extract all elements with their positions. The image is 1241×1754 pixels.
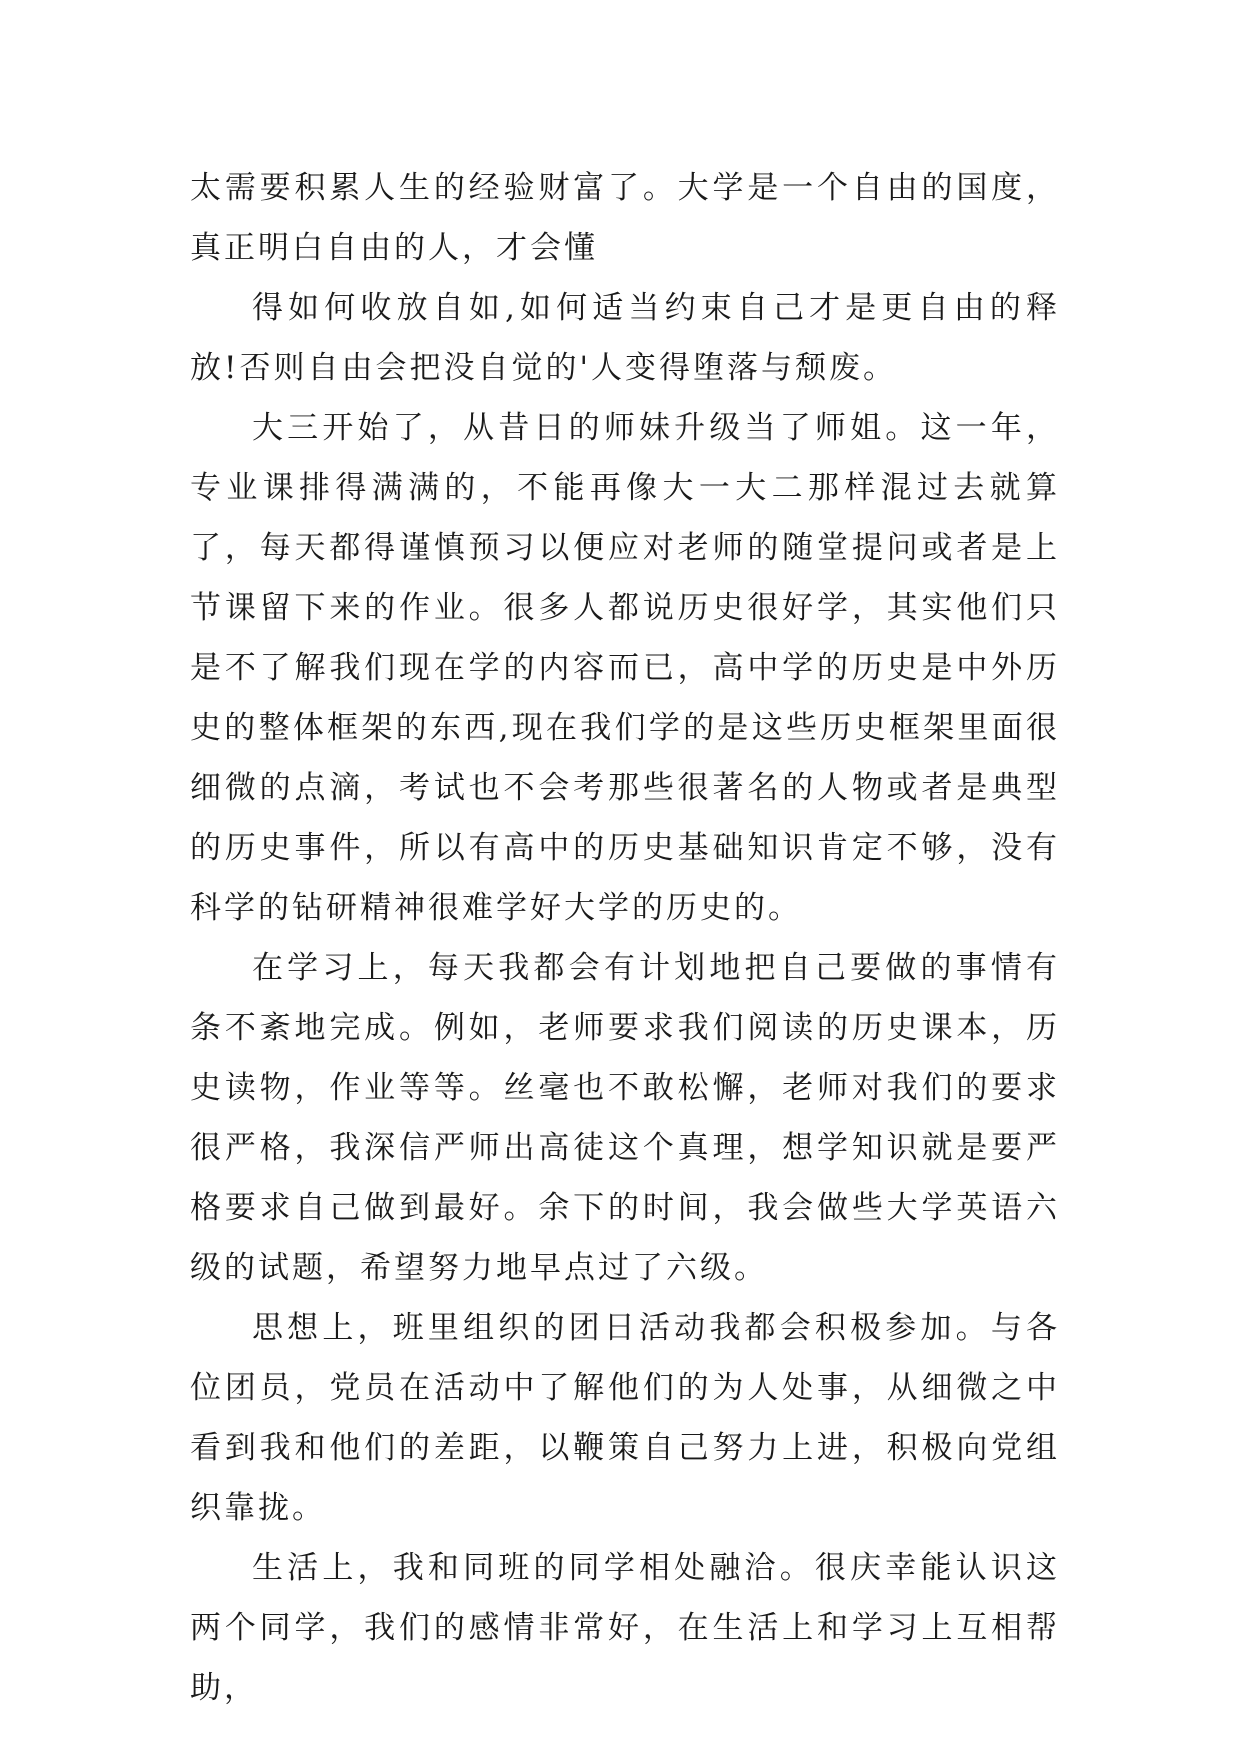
document-body (190, 158, 1060, 1718)
paragraph-4: 在学习上，每天我都会有计划地把自己要做的事情有条不紊地完成。例如，老师要求我们阅读的历史课本，历史读物，作业等等。丝毫也不敢松懈，老师对我们的要求很严格，我深信严师出高徒这个真理，想学知识就是要严格要求自己做到最好。余下的时间，我会做些大学英语六级的试题，希望努力地早点过了六级。 (190, 950, 1060, 1286)
paragraph-3: 大三开始了，从昔日的师妹升级当了师姐。这一年，专业课排得满满的，不能再像大一大二那样混过去就算了，每天都得谨慎预习以便应对老师的随堂提问或者是上节课留下来的作业。很多人都说历史很好学，其实他们只是不了解我们现在学的内容而已，高中学的历史是中外历史的整体框架的东西,现在我们学的是这些历史框架里面很细微的点滴，考试也不会考那些很著名的人物或者是典型的历史事件，所以有高中的历史基础知识肯定不够，没有科学的钻研精神很难学好大学的历史的。 (190, 410, 1060, 926)
paragraph-6: 生活上，我和同班的同学相处融洽。很庆幸能认识这两个同学，我们的感情非常好，在生活上和学习上互相帮助， (190, 1550, 1060, 1706)
paragraph-1: 太需要积累人生的经验财富了。大学是一个自由的国度，真正明白自由的人，才会懂 (190, 170, 1060, 266)
paragraph-2: 得如何收放自如,如何适当约束自己才是更自由的释放!否则自由会把没自觉的'人变得堕落与颓废。 (190, 290, 1060, 386)
paragraph-5: 思想上，班里组织的团日活动我都会积极参加。与各位团员，党员在活动中了解他们的为人处事，从细微之中看到我和他们的差距，以鞭策自己努力上进，积极向党组织靠拢。 (190, 1310, 1060, 1526)
